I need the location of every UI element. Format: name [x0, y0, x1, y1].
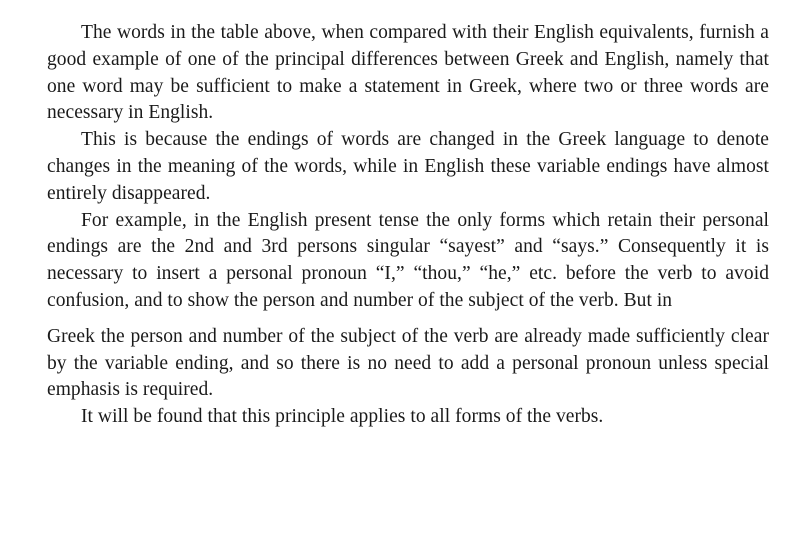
line-gap — [47, 315, 769, 324]
paragraph-english-equivalents: The words in the table above, when compared with their English equivalents, furnish a good example of one of the principal differences between Greek and English, namely that one word may be sufficient to make a statement in Greek, where two or three words are necessary in English. — [47, 22, 769, 124]
paragraph-greek-person-number: Greek the person and number of the subject of the verb are already made sufficiently clear by the variable ending, and so there is no need to add a personal pronoun unless special emphasis is required. — [47, 325, 769, 401]
paragraph-greek-endings: This is because the endings of words are changed in the Greek language to denote changes in the meaning of the words, while in English these variable endings have almost entirely disappeared. — [47, 129, 769, 204]
paragraph-principle-applies: It will be found that this principle applies to all forms of the verbs. — [81, 406, 604, 428]
document-page — [47, 20, 769, 431]
paragraph-english-present-tense: For example, in the English present tense the only forms which retain their personal endings are the 2nd and 3rd persons singular “sayest” and “says.” Consequently it is necessary to insert a personal pronoun “I,” “thou,” “he,” etc. before the verb to avoid confusion, and to show the person and number of the subject of the verb. But in — [47, 209, 769, 311]
